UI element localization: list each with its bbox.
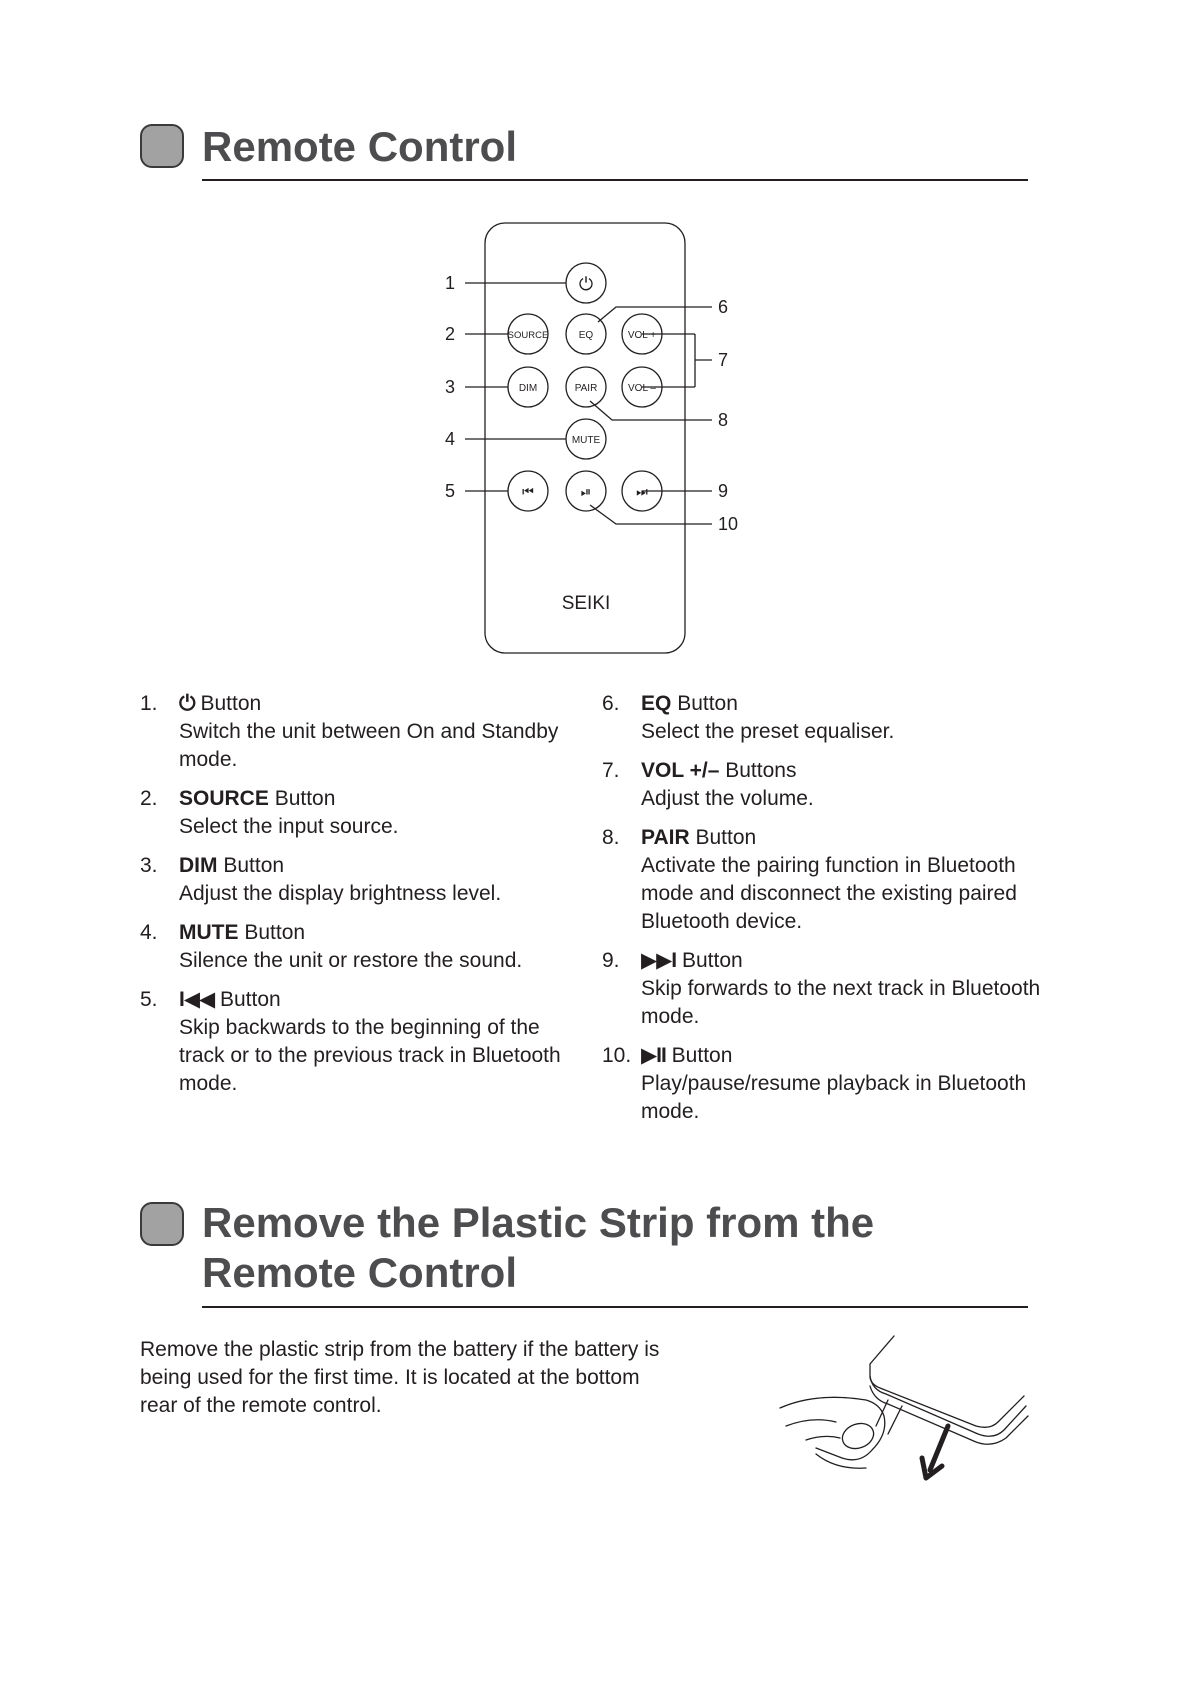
list-item: 9. ▶▶I Button Skip forwards to the next track in Bluetooth mode.: [602, 949, 1041, 1028]
mute-button: MUTE: [571, 435, 601, 446]
brand-logo: SEIKI: [561, 593, 611, 614]
play-pause-icon: ▶II: [641, 1044, 666, 1067]
section-rule: [202, 179, 1028, 181]
callout-7: 7: [718, 350, 729, 370]
eq-button: EQ: [578, 330, 594, 341]
hand-icon: [780, 1397, 885, 1459]
power-button: ⏻: [578, 274, 594, 294]
dim-button: DIM: [518, 383, 538, 394]
section-bullet-icon: [140, 124, 184, 168]
list-item: 7. VOL +/– Buttons Adjust the volume.: [602, 759, 814, 810]
list-item: 3. DIM Button Adjust the display brightness level.: [140, 854, 502, 905]
callout-9: 9: [718, 481, 729, 501]
section-title-remote-control: Remote Control: [202, 123, 517, 170]
pull-arrow-icon: [930, 1426, 948, 1470]
pull-strip-illustration: [776, 1330, 1036, 1490]
remote-edge: [870, 1336, 1024, 1427]
button-list-left: [140, 690, 580, 1109]
vol-up-button: VOL +: [627, 330, 657, 341]
vol-down-button: VOL –: [628, 383, 656, 394]
list-item: 5. I◀◀ Button Skip backwards to the beginning of the track or to the previous track in Bluetooth mode.: [140, 988, 561, 1095]
list-item: 6. EQ Button Select the preset equaliser.: [602, 692, 895, 743]
prev-track-button: ⏮: [522, 484, 534, 499]
section-rule: [202, 1306, 1028, 1308]
callout-10: 10: [718, 514, 739, 534]
power-icon: ⏻: [179, 692, 195, 715]
section-heading-remote: [140, 122, 1028, 182]
list-item: 4. MUTE Button Silence the unit or restore the sound.: [140, 921, 523, 972]
list-item: 10. ▶II Button Play/pause/resume playback in Bluetooth mode.: [602, 1044, 1027, 1123]
source-button: SOURCE: [507, 330, 549, 341]
play-pause-button: ⏯: [580, 484, 592, 499]
section-heading-plastic-strip: [140, 1200, 1028, 1310]
callout-1: 1: [445, 273, 456, 293]
callout-3: 3: [445, 377, 456, 397]
pair-button: PAIR: [574, 383, 598, 394]
list-item: 2. SOURCE Button Select the input source.: [140, 787, 399, 838]
list-item: 1. ⏻ Button Switch the unit between On and Standby mode.: [140, 692, 559, 771]
callout-5: 5: [445, 481, 456, 501]
plastic-strip-instructions: Remove the plastic strip from the battery if the battery is being used for the first time. It is located at the bottom rear of the remote control.: [140, 1338, 660, 1417]
callout-8: 8: [718, 410, 729, 430]
skip-forward-icon: ▶▶I: [641, 949, 677, 972]
skip-back-icon: I◀◀: [179, 988, 215, 1011]
section-title-remove-plastic-strip: Remove the Plastic Strip from the Remote Control: [202, 1199, 875, 1296]
list-item: 8. PAIR Button Activate the pairing function in Bluetooth mode and disconnect the existing paired Bluetooth device.: [602, 826, 1017, 933]
button-list-right: [602, 690, 1042, 1137]
section-bullet-icon: [140, 1202, 184, 1246]
remote-control-diagram: [420, 218, 760, 658]
callout-6: 6: [718, 297, 729, 317]
next-track-button: ⏭: [636, 484, 648, 499]
callout-2: 2: [445, 324, 456, 344]
callout-4: 4: [445, 429, 456, 449]
